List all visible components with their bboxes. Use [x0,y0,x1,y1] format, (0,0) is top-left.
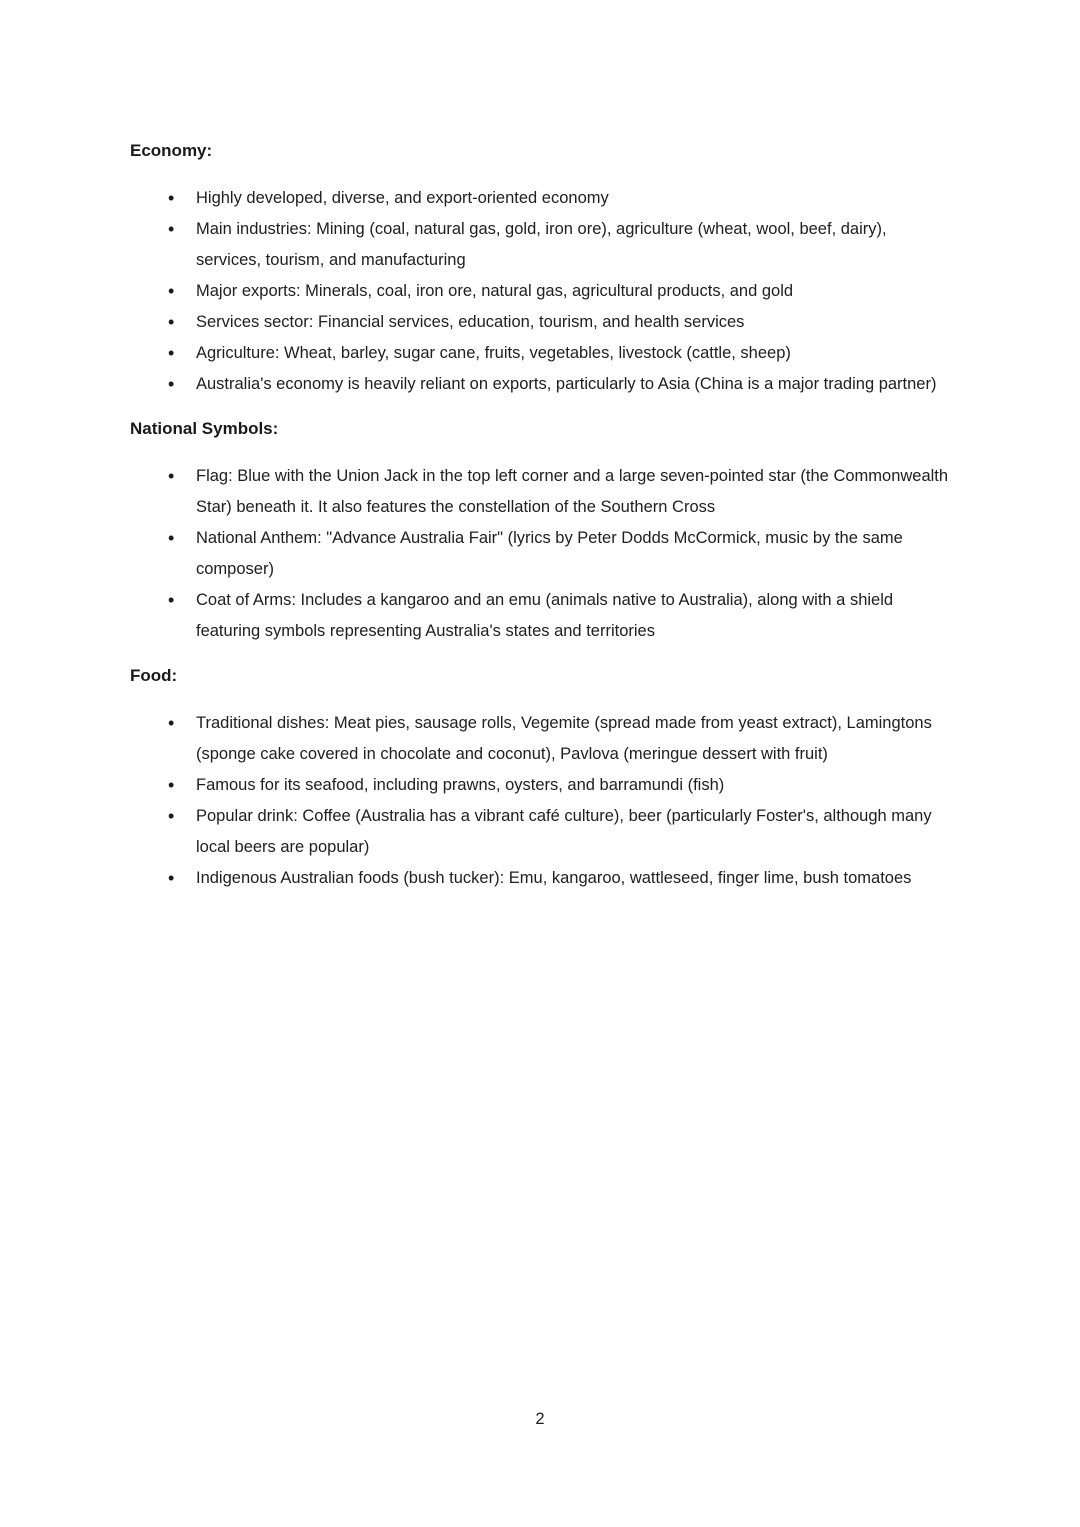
section-food [130,660,950,894]
list-item: • Services sector: Financial services, education, tourism, and health services [196,307,950,338]
list-item: • Indigenous Australian foods (bush tucker): Emu, kangaroo, wattleseed, finger lime, bush tomatoes [196,863,950,894]
list-item: • Flag: Blue with the Union Jack in the top left corner and a large seven-pointed star (the Commonwealth Star) beneath it. It also features the constellation of the Southern Cross [196,461,950,523]
section-heading-national-symbols: National Symbols: [130,419,279,438]
list-item: • Major exports: Minerals, coal, iron ore, natural gas, agricultural products, and gold [196,276,950,307]
bullet-list-food [130,708,950,894]
section-economy [130,135,950,400]
list-item: • Highly developed, diverse, and export-oriented economy [196,183,950,214]
list-item: • Main industries: Mining (coal, natural gas, gold, iron ore), agriculture (wheat, wool, beef, dairy), services, tourism, and manufacturing [196,214,950,276]
list-item: • Traditional dishes: Meat pies, sausage rolls, Vegemite (spread made from yeast extract), Lamingtons (sponge cake covered in chocolate and coconut), Pavlova (meringue dessert with fruit) [196,708,950,770]
list-item: • Australia's economy is heavily reliant on exports, particularly to Asia (China is a major trading partner) [196,369,950,400]
section-heading-economy: Economy: [130,141,213,160]
list-item: • Agriculture: Wheat, barley, sugar cane, fruits, vegetables, livestock (cattle, sheep) [196,338,950,369]
page-number: 2 [535,1410,545,1428]
bullet-list-national-symbols [130,461,950,647]
list-item: • Famous for its seafood, including prawns, oysters, and barramundi (fish) [196,770,950,801]
section-national-symbols [130,413,950,647]
list-item: • Coat of Arms: Includes a kangaroo and an emu (animals native to Australia), along with a shield featuring symbols representing Australia's states and territories [196,585,950,647]
section-heading-food: Food: [130,666,178,685]
list-item: • National Anthem: "Advance Australia Fair" (lyrics by Peter Dodds McCormick, music by the same composer) [196,523,950,585]
bullet-list-economy [130,183,950,400]
list-item: • Popular drink: Coffee (Australia has a vibrant café culture), beer (particularly Foster's, although many local beers are popular) [196,801,950,863]
